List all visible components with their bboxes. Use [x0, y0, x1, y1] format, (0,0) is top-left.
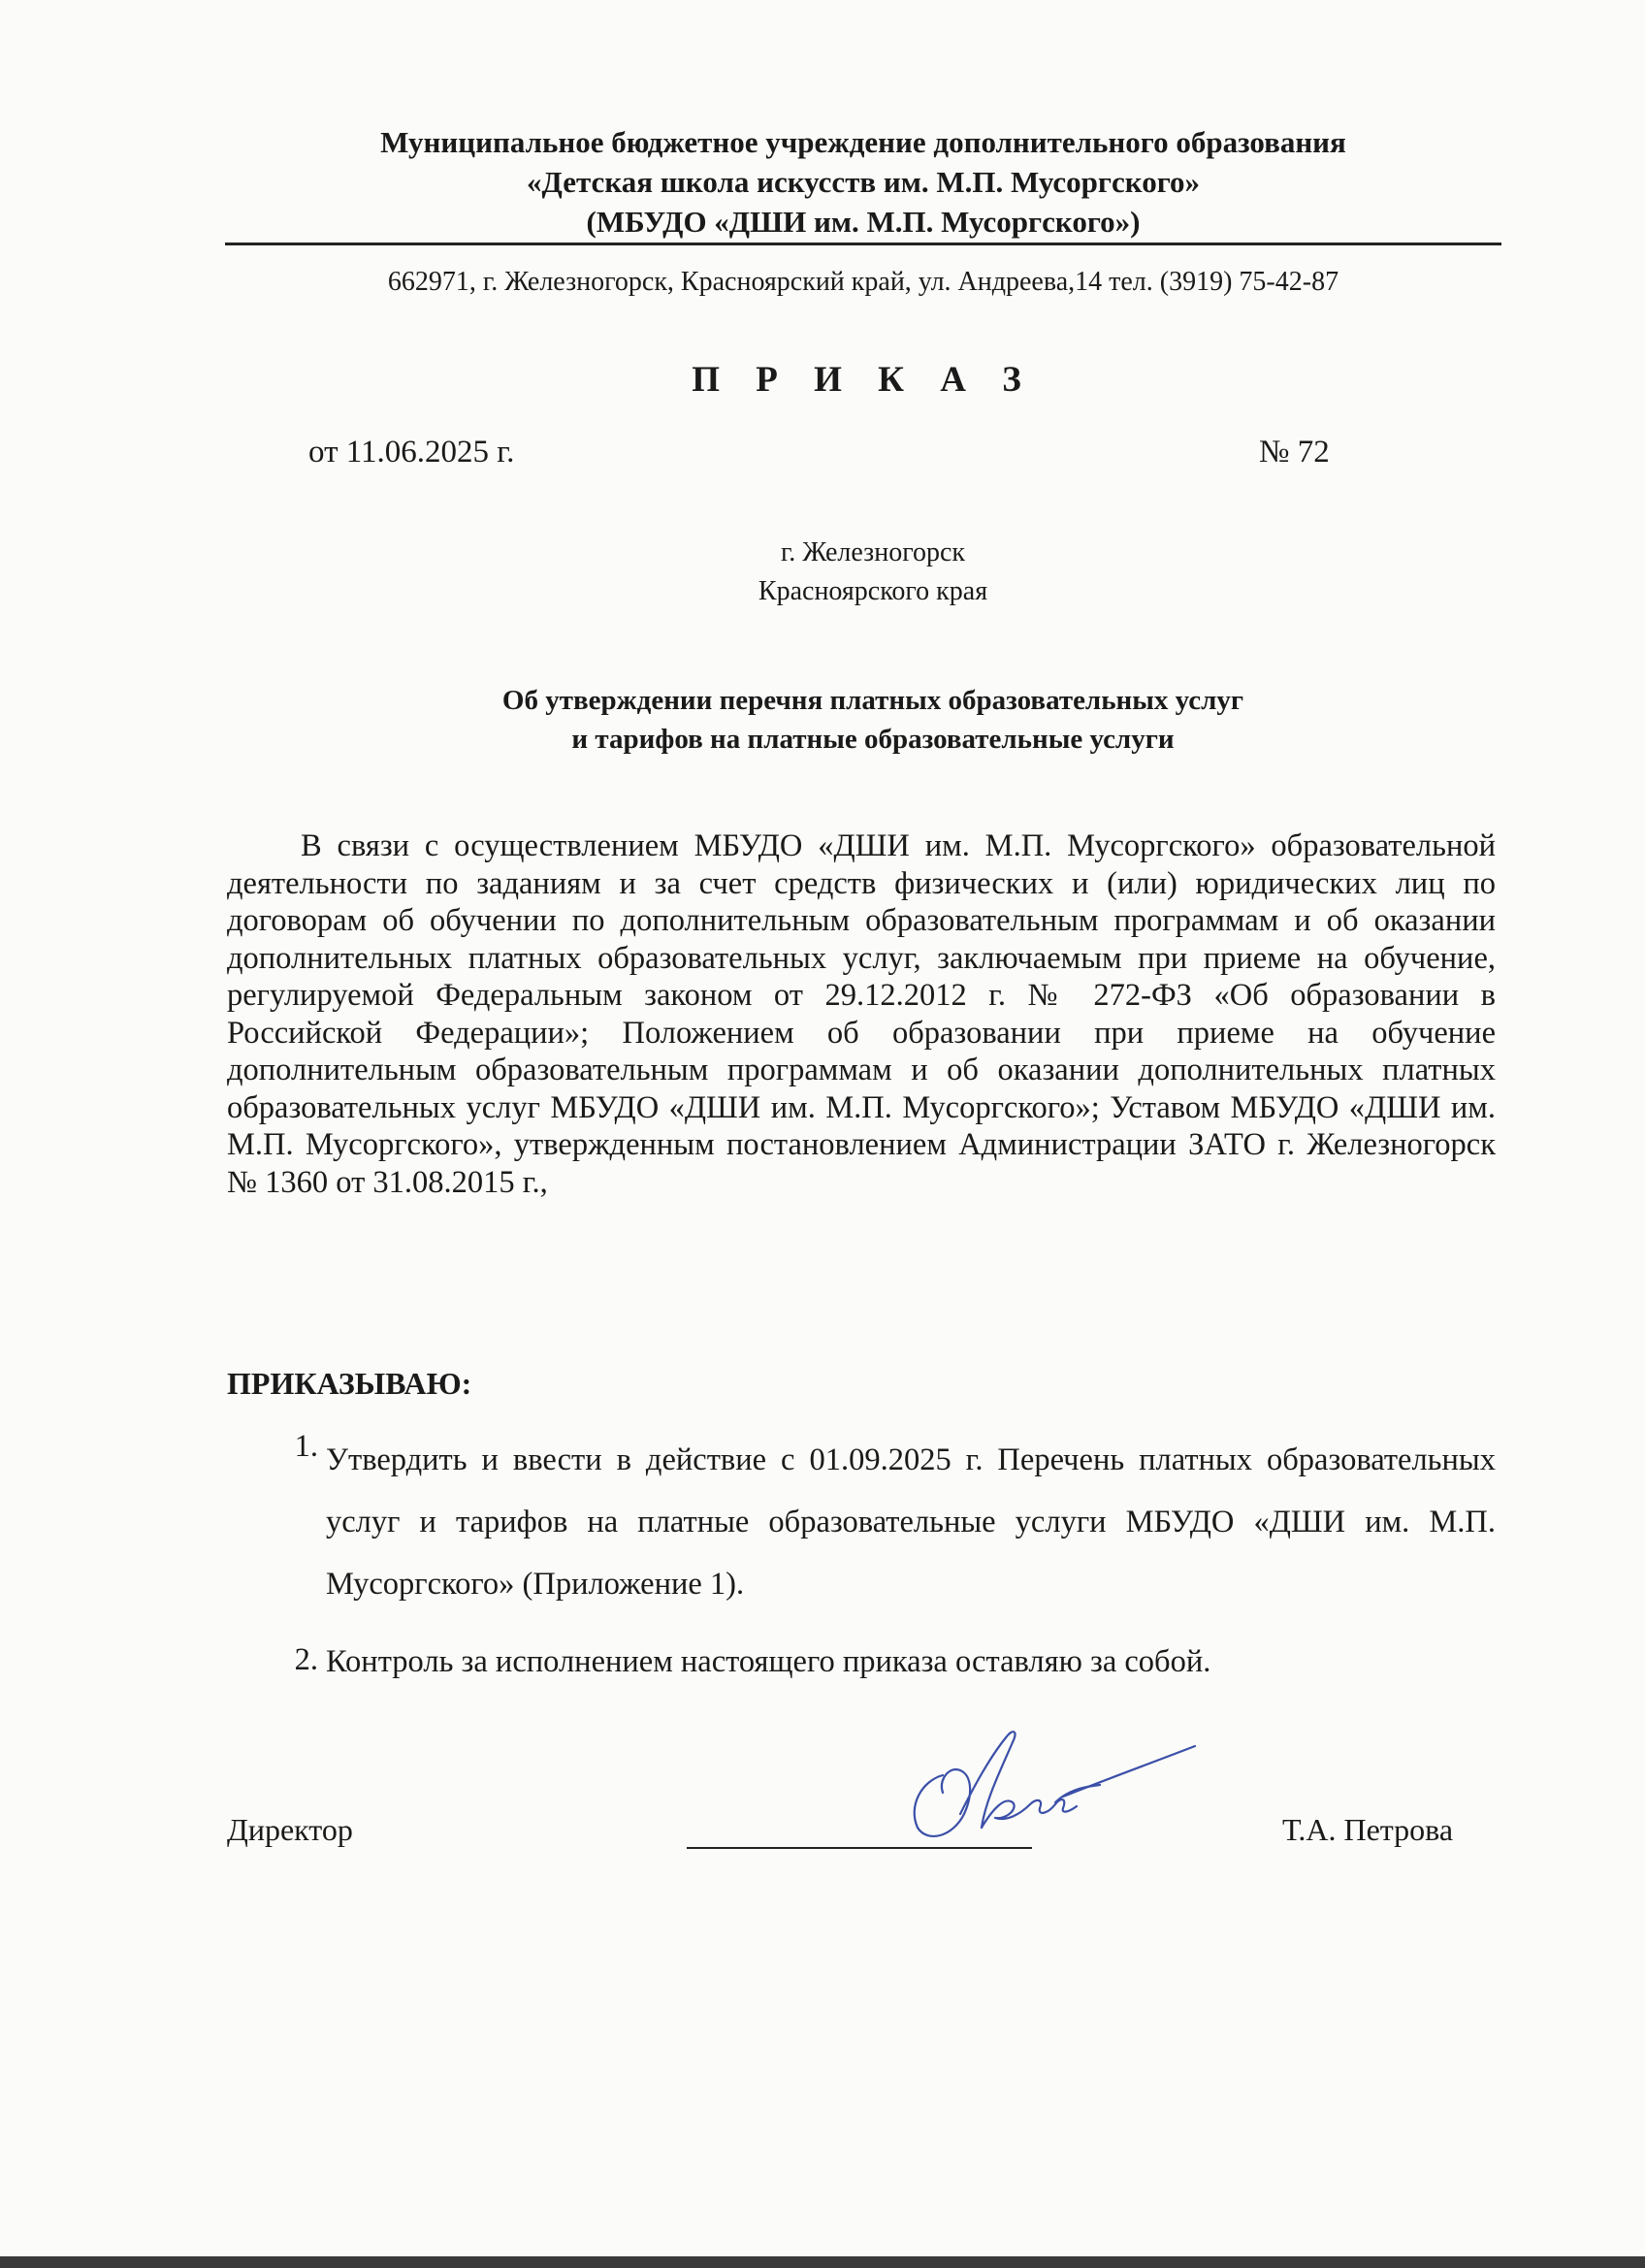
org-short-name: (МБУДО «ДШИ им. М.П. Мусоргского»): [586, 205, 1141, 239]
document-number: № 72: [1259, 435, 1330, 470]
organization-header: [223, 122, 1503, 242]
order-directive: ПРИКАЗЫВАЮ:: [227, 1366, 472, 1401]
document-date: от 11.06.2025 г.: [308, 435, 515, 470]
order-item-number: 2.: [294, 1642, 318, 1677]
org-name-line: Муниципальное бюджетное учреждение дополнительного образования: [380, 125, 1346, 159]
header-divider: [225, 243, 1501, 245]
order-item-number: 1.: [294, 1429, 318, 1464]
place-city: г. Железногорск: [780, 537, 966, 567]
document-subject: [291, 681, 1455, 759]
document-type-title: П Р И К А З: [692, 360, 1035, 400]
handwritten-signature: [892, 1713, 1203, 1849]
organization-address: 662971, г. Железногорск, Красноярский край, ул. Андреева,14 тел. (3919) 75-42-87: [387, 267, 1339, 297]
order-item-text: Контроль за исполнением настоящего приказа оставляю за собой.: [326, 1644, 1211, 1679]
subject-line: Об утверждении перечня платных образовательных услуг: [501, 685, 1244, 716]
order-item-text: Утвердить и ввести в действие с 01.09.2025 г. Перечень платных образовательных услуг и тарифов на платные образовательные услуги МБУДО «ДШИ им. М.П. Мусоргского» (Приложение 1).: [326, 1442, 1496, 1602]
preamble-paragraph: В связи с осуществлением МБУДО «ДШИ им. М.П. Мусоргского» образовательной деятельности по заданиям и за счет средств физических и (или) юридических лиц по договорам об обучении по дополнительным образовательным программам и об оказании дополнительных платных образовательных услуг, заключаемым при приеме на обучение, регулируемой Федеральным законом от 29.12.2012 г. № 272-ФЗ «Об образовании в Российской Федерации»; Положением об образовании при приеме на обучение дополнительным образовательным программам и об оказании дополнительных платных образовательных услуг МБУДО «ДШИ им. М.П. Мусоргского»; Уставом МБУДО «ДШИ им. М.П. Мусоргского», утвержденным постановлением Администрации ЗАТО г. Железногорск № 1360 от 31.08.2015 г.,: [227, 828, 1496, 1200]
issue-place: [582, 534, 1164, 611]
place-region: Красноярского края: [758, 576, 988, 606]
scan-bottom-edge: [0, 2256, 1645, 2268]
org-name-line: «Детская школа искусств им. М.П. Мусоргского»: [526, 165, 1201, 199]
subject-line: и тарифов на платные образовательные услуги: [571, 724, 1175, 755]
signatory-position: Директор: [227, 1812, 353, 1847]
signatory-name: Т.А. Петрова: [1282, 1812, 1454, 1847]
